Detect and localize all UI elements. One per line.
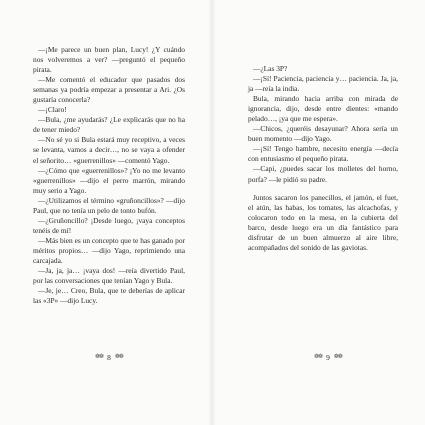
paw-print-pair-icon: ❁❁ — [314, 354, 323, 360]
paw-print-pair-icon: ❁❁ — [114, 354, 123, 360]
paragraph: Juntos sacaron los panecillos, el jamón, el fuet, el atún, las habas, los tomates, las alcachofas, y colocaron todo en la mesa, en la cubierta del barco, desde luego era un día fantástico para disfrutar de un buen almuerzo al aire libre, acompañados del sonido de las gaviotas. — [248, 192, 398, 252]
paw-print-pair-icon: ❁❁ — [95, 354, 104, 360]
right-page — [212, 0, 424, 425]
paragraph: —No sé yo si Bula estará muy receptivo, a veces se levanta, vamos a decir…, no se vaya a ofender el señorito… «guerrenillos» —comentó Yago. — [33, 135, 185, 165]
paragraph: —Chicos, ¿queréis desayunar? Ahora sería un buen momento —dijo Yago. — [248, 124, 398, 144]
paragraph: —¿Las 3P? — [253, 64, 288, 73]
paragraph: —¡Sí! Tengo hambre, necesito energía —decía con entusiasmo el pequeño pirata. — [248, 144, 398, 164]
paragraph: —Bula, ¿me ayudarás? ¿Le explicarás que no ha de tener miedo? — [33, 115, 185, 135]
left-page-text — [33, 45, 185, 306]
paragraph: —¡Claro! — [38, 105, 67, 115]
paragraph: —¿Cómo que «guerrenillos»? ¡Yo no me levanto «guerrenillos» —dijo el perro marrón, mirando muy serio a Yago. — [33, 165, 185, 195]
page-number: 8 — [107, 353, 111, 362]
paragraph: —¿Utilizamos el término «gruñoncillos»? —dijo Paul, que no tenía un pelo de tonto bufón. — [33, 195, 185, 215]
paragraph: —¿Gruñoncillo? ¡Desde luego, ¡vaya conceptos tenéis de mí! — [33, 215, 185, 235]
paragraph: —Capi, ¿puedes sacar los molletes del horno, porfa? —le pidió su padre. — [248, 164, 398, 184]
paragraph: Bula, mirando hacia arriba con mirada de ignorancia, dijo, desde entre dientes: «mando pelado…, ¡ya que me espera». — [248, 94, 398, 124]
right-page-text — [248, 64, 398, 253]
paw-print-pair-icon: ❁❁ — [333, 354, 342, 360]
page-number-left — [95, 353, 123, 362]
paragraph: —¡Me parece un buen plan, Lucy! ¿Y cuándo nos volveremos a ver? —preguntó el pequeño pirata. — [33, 45, 185, 75]
left-page — [0, 0, 212, 425]
page-number-right — [314, 353, 342, 362]
page-number: 9 — [326, 353, 330, 362]
paragraph: —Más bien es un concepto que te has ganado por méritos propios… —dijo Yago, reprimiendo una carcajada. — [33, 235, 185, 265]
paragraph: —¡Sí! Paciencia, paciencia y… paciencia. Ja, ja, ja —reía la india. — [248, 74, 398, 94]
paragraph: —Je, je… Creo, Bula, que te deberías de aplicar las «3P» —dijo Lucy. — [33, 286, 185, 306]
paragraph: —Me comentó el educador que pasados dos semanas ya podría empezar a presentar a Ari. ¿Os gustaría conocerla? — [33, 75, 185, 105]
paragraph: —Ja, ja, ja… ¡vaya dos! —reía divertido Paul, por las conversaciones que tenían Yago y Bula. — [33, 266, 185, 286]
